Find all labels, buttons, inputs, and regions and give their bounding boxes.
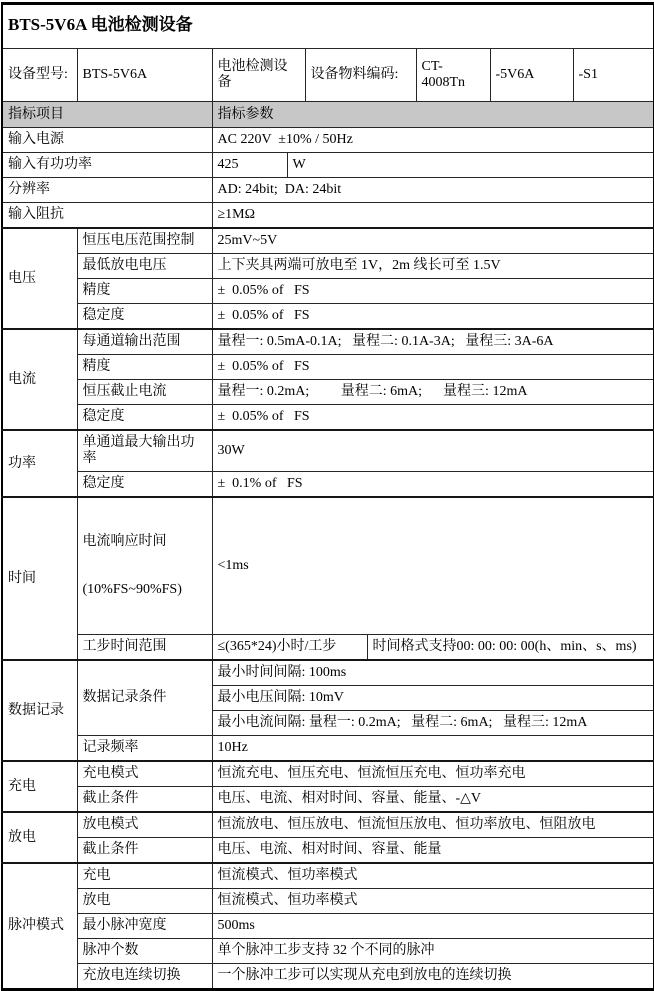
record-condition-value: 最小电压间隔: 10mV (212, 686, 654, 711)
material-code-part-3: -S1 (573, 49, 654, 102)
row-power-2 (2, 472, 654, 498)
current-row-value: 量程一: 0.2mA; 量程二: 6mA; 量程三: 12mA (212, 380, 654, 405)
current-row-value: ± 0.05% of FS (212, 405, 654, 431)
voltage-row-label: 精度 (77, 279, 212, 304)
device-model-value: BTS-5V6A (77, 49, 212, 102)
current-row-label: 精度 (77, 355, 212, 380)
active-power-label: 输入有功功率 (2, 153, 212, 178)
pulse-row-label: 最小脉冲宽度 (77, 914, 212, 939)
group-data-record: 数据记录 (2, 660, 77, 761)
current-row-label: 恒压截止电流 (77, 380, 212, 405)
row-record-1 (2, 660, 654, 686)
power-row-label: 单通道最大输出功率 (77, 430, 212, 472)
pulse-row-label: 充电 (77, 863, 212, 889)
row-current-1 (2, 329, 654, 355)
group-time: 时间 (2, 497, 77, 660)
group-current: 电流 (2, 329, 77, 430)
time-response-value: <1ms (212, 497, 654, 635)
spec-table (1, 2, 654, 991)
row-current-4 (2, 405, 654, 431)
group-voltage: 电压 (2, 228, 77, 329)
device-type: 电池检测设备 (212, 49, 305, 102)
group-pulse: 脉冲模式 (2, 863, 77, 990)
page-title: BTS-5V6A 电池检测设备 (2, 4, 654, 49)
material-code-part-2: -5V6A (490, 49, 573, 102)
row-voltage-4 (2, 304, 654, 330)
device-model-label: 设备型号: (2, 49, 77, 102)
time-response-label (77, 497, 212, 635)
pulse-row-value: 500ms (212, 914, 654, 939)
row-power-1 (2, 430, 654, 472)
row-input-power (2, 128, 654, 153)
row-pulse-4 (2, 939, 654, 964)
active-power-value: 425 (212, 153, 287, 178)
row-pulse-5 (2, 964, 654, 990)
pulse-row-value: 一个脉冲工步可以实现从充电到放电的连续切换 (212, 964, 654, 990)
pulse-row-label: 充放电连续切换 (77, 964, 212, 990)
row-current-3 (2, 380, 654, 405)
voltage-row-value: ± 0.05% of FS (212, 304, 654, 330)
record-condition-label: 数据记录条件 (77, 660, 212, 736)
voltage-row-label: 恒压电压范围控制 (77, 228, 212, 254)
row-record-freq (2, 736, 654, 762)
header-param-col: 指标参数 (212, 102, 654, 128)
record-freq-label: 记录频率 (77, 736, 212, 762)
pulse-row-label: 脉冲个数 (77, 939, 212, 964)
voltage-row-label: 最低放电电压 (77, 254, 212, 279)
row-discharge-1 (2, 812, 654, 838)
column-header-row (2, 102, 654, 128)
charge-row-value: 电压、电流、相对时间、容量、能量、-△V (212, 787, 654, 813)
group-power: 功率 (2, 430, 77, 497)
time-step-label: 工步时间范围 (77, 635, 212, 661)
row-charge-1 (2, 761, 654, 787)
pulse-row-value: 恒流模式、恒功率模式 (212, 863, 654, 889)
row-current-2 (2, 355, 654, 380)
charge-row-label: 截止条件 (77, 787, 212, 813)
time-response-label-line2: (10%FS~90%FS) (82, 582, 182, 597)
active-power-unit: W (287, 153, 654, 178)
discharge-row-label: 截止条件 (77, 838, 212, 864)
row-discharge-2 (2, 838, 654, 864)
charge-row-label: 充电模式 (77, 761, 212, 787)
impedance-label: 输入阻抗 (2, 203, 212, 229)
row-voltage-3 (2, 279, 654, 304)
row-time-step (2, 635, 654, 661)
title-row (2, 4, 654, 49)
resolution-label: 分辨率 (2, 178, 212, 203)
record-condition-value: 最小时间间隔: 100ms (212, 660, 654, 686)
discharge-row-value: 电压、电流、相对时间、容量、能量 (212, 838, 654, 864)
discharge-row-label: 放电模式 (77, 812, 212, 838)
row-active-power (2, 153, 654, 178)
time-response-label-line1: 电流响应时间 (82, 534, 167, 549)
material-code-part-1: CT-4008Tn (416, 49, 490, 102)
row-resolution (2, 178, 654, 203)
row-time-response (2, 497, 654, 635)
voltage-row-label: 稳定度 (77, 304, 212, 330)
power-row-value: ± 0.1% of FS (212, 472, 654, 498)
record-freq-value: 10Hz (212, 736, 654, 762)
impedance-value: ≥1MΩ (212, 203, 654, 229)
row-voltage-2 (2, 254, 654, 279)
current-row-value: ± 0.05% of FS (212, 355, 654, 380)
pulse-row-label: 放电 (77, 889, 212, 914)
header-item-col: 指标项目 (2, 102, 212, 128)
input-power-value: AC 220V ±10% / 50Hz (212, 128, 654, 153)
device-info-row (2, 49, 654, 102)
time-step-format: 时间格式支持00: 00: 00: 00(h、min、s、ms) (367, 635, 654, 661)
voltage-row-value: ± 0.05% of FS (212, 279, 654, 304)
input-power-label: 输入电源 (2, 128, 212, 153)
voltage-row-value: 上下夹具两端可放电至 1V，2m 线长可至 1.5V (212, 254, 654, 279)
power-row-value: 30W (212, 430, 654, 472)
discharge-row-value: 恒流放电、恒压放电、恒流恒压放电、恒功率放电、恒阻放电 (212, 812, 654, 838)
pulse-row-value: 恒流模式、恒功率模式 (212, 889, 654, 914)
charge-row-value: 恒流充电、恒压充电、恒流恒压充电、恒功率充电 (212, 761, 654, 787)
group-discharge: 放电 (2, 812, 77, 863)
record-condition-value: 最小电流间隔: 量程一: 0.2mA; 量程二: 6mA; 量程三: 12mA (212, 711, 654, 736)
time-step-value: ≤(365*24)小时/工步 (212, 635, 367, 661)
resolution-value: AD: 24bit; DA: 24bit (212, 178, 654, 203)
material-code-label: 设备物料编码: (305, 49, 416, 102)
row-pulse-3 (2, 914, 654, 939)
current-row-label: 稳定度 (77, 405, 212, 431)
current-row-label: 每通道输出范围 (77, 329, 212, 355)
row-charge-2 (2, 787, 654, 813)
group-charge: 充电 (2, 761, 77, 812)
row-pulse-2 (2, 889, 654, 914)
voltage-row-value: 25mV~5V (212, 228, 654, 254)
pulse-row-value: 单个脉冲工步支持 32 个不同的脉冲 (212, 939, 654, 964)
power-row-label: 稳定度 (77, 472, 212, 498)
current-row-value: 量程一: 0.5mA-0.1A; 量程二: 0.1A-3A; 量程三: 3A-6A (212, 329, 654, 355)
row-voltage-1 (2, 228, 654, 254)
row-impedance (2, 203, 654, 229)
